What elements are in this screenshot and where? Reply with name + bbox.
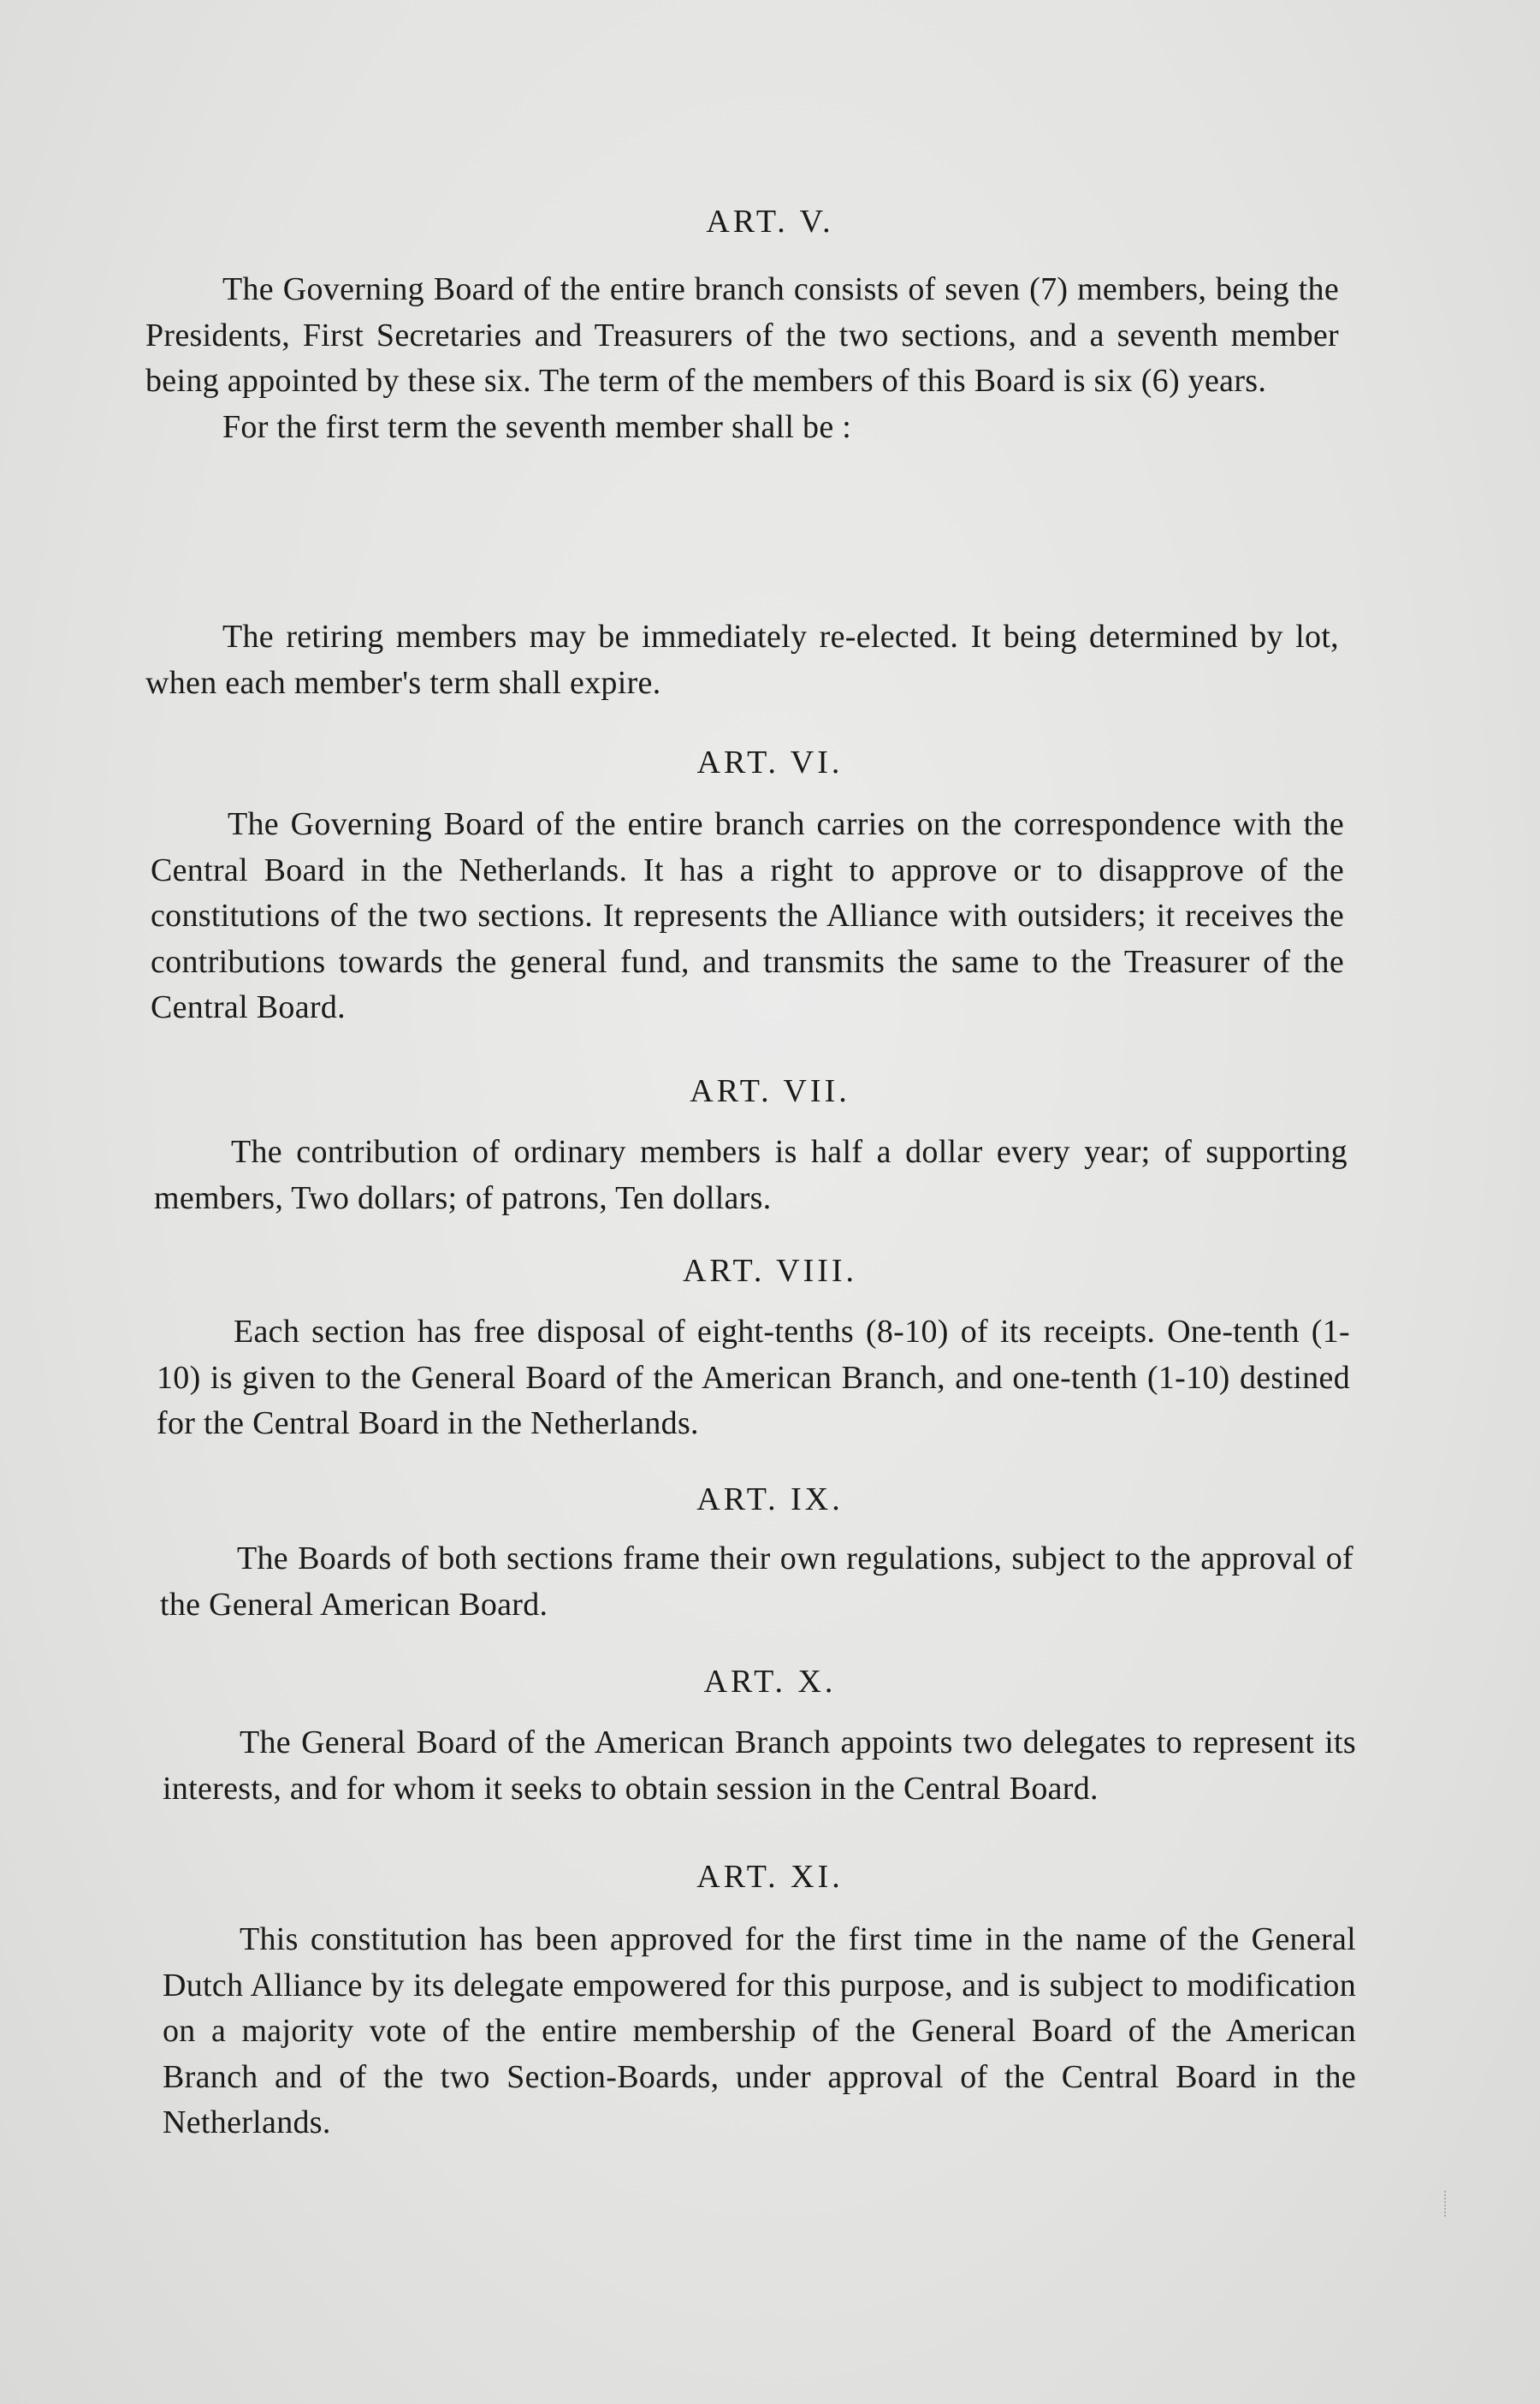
article-body bbox=[145, 267, 1339, 450]
article-heading: ART. VI. bbox=[696, 745, 844, 781]
article-body bbox=[163, 1720, 1356, 1812]
article-paragraph: The General Board of the American Branch appoints two delegates to represent its interests, and for whom it seeks to obtain session in the Central Board. bbox=[163, 1724, 1356, 1807]
article-heading: ART. VII. bbox=[690, 1073, 850, 1109]
article-paragraph: The Governing Board of the entire branch consists of seven (7) members, being the Presidents, First Secretaries and Treasurers of the two sections, and a seventh member being appointed by these six. The term of the members of this Board is six (6) years. bbox=[145, 271, 1339, 399]
article-heading: ART. IX. bbox=[696, 1481, 844, 1517]
article-body bbox=[151, 802, 1344, 1031]
article-paragraph: Each section has free disposal of eight-tenths (8-10) of its receipts. One-tenth (1-10) is given to the General Board of the American Branch, and one-tenth (1-10) destined for the Central Board in the Netherlands. bbox=[157, 1314, 1350, 1441]
article-heading: ART. XI. bbox=[696, 1859, 844, 1895]
article-paragraph: This constitution has been approved for the first time in the name of the General Dutch Alliance by its delegate empowered for this purpose, and is subject to modification on a majority vote of the entire membership of the General Board of the American Branch and of the two Section-Boards, under approval of the Central Board in the Netherlands. bbox=[163, 1921, 1356, 2140]
article-body bbox=[163, 1917, 1356, 2146]
article-paragraph: The retiring members may be immediately re-elected. It being determined by lot, when each member's term shall expire. bbox=[145, 619, 1339, 701]
article-body bbox=[157, 1309, 1350, 1447]
article-paragraph: The contribution of ordinary members is half a dollar every year; of supporting members, Two dollars; of patrons, Ten dollars. bbox=[154, 1134, 1348, 1216]
article-body bbox=[145, 614, 1339, 706]
paper-mark bbox=[1444, 2191, 1449, 2217]
article-paragraph: The Boards of both sections frame their own regulations, subject to the approval of the General American Board. bbox=[160, 1540, 1353, 1623]
article-body bbox=[160, 1536, 1353, 1628]
article-heading: ART. V. bbox=[706, 204, 834, 240]
article-body bbox=[154, 1130, 1348, 1221]
article-heading: ART. VIII. bbox=[682, 1253, 858, 1289]
article-heading: ART. X. bbox=[703, 1664, 837, 1700]
article-paragraph: The Governing Board of the entire branch carries on the correspondence with the Central Board in the Netherlands. It has a right to approve or to disapprove of the constitutions of the two sections. It represents the Alliance with outsiders; it receives the contributions towards the general fund, and transmits the same to the Treasurer of the Central Board. bbox=[151, 806, 1344, 1025]
article-paragraph: For the first term the seventh member shall be : bbox=[222, 408, 852, 445]
